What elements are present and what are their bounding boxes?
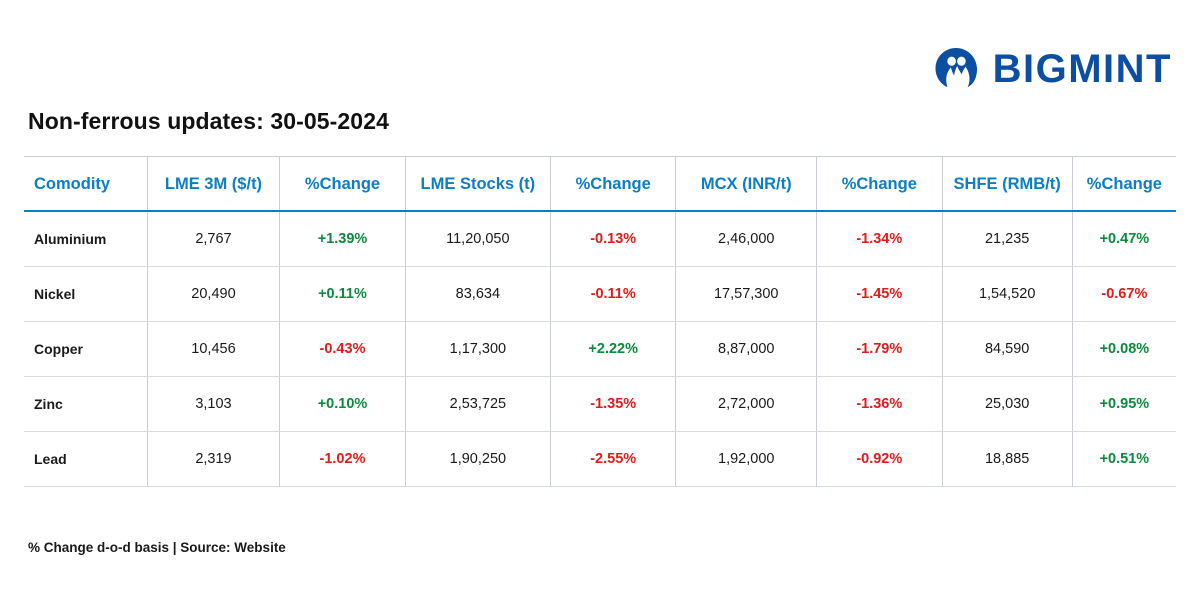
cell-mcx-change: -1.34% bbox=[817, 211, 943, 267]
cell-lme-stocks: 1,17,300 bbox=[405, 322, 550, 377]
column-header-lme-stocks-change: %Change bbox=[550, 157, 676, 212]
brand-name: BIGMINT bbox=[992, 47, 1172, 91]
table-row bbox=[24, 211, 1176, 267]
cell-commodity: Zinc bbox=[24, 377, 147, 432]
cell-mcx-change: -0.92% bbox=[817, 432, 943, 487]
table-header bbox=[24, 157, 1176, 212]
column-header-lme-3m: LME 3M ($/t) bbox=[147, 157, 279, 212]
column-header-mcx: MCX (INR/t) bbox=[676, 157, 817, 212]
cell-lme-stocks-change: -1.35% bbox=[550, 377, 676, 432]
cell-lme-stocks-change: -0.11% bbox=[550, 267, 676, 322]
table-body bbox=[24, 211, 1176, 487]
cell-lme-3m-change: +0.10% bbox=[280, 377, 406, 432]
cell-lme-stocks-change: -2.55% bbox=[550, 432, 676, 487]
cell-shfe-change: +0.95% bbox=[1072, 377, 1176, 432]
cell-lme-3m: 2,319 bbox=[147, 432, 279, 487]
cell-mcx: 2,72,000 bbox=[676, 377, 817, 432]
cell-lme-3m: 2,767 bbox=[147, 211, 279, 267]
table-row bbox=[24, 377, 1176, 432]
cell-shfe: 84,590 bbox=[942, 322, 1072, 377]
table-row bbox=[24, 322, 1176, 377]
cell-lme-stocks-change: -0.13% bbox=[550, 211, 676, 267]
cell-commodity: Copper bbox=[24, 322, 147, 377]
cell-lme-3m-change: -0.43% bbox=[280, 322, 406, 377]
footer-note: % Change d-o-d basis | Source: Website bbox=[28, 540, 286, 555]
cell-shfe-change: -0.67% bbox=[1072, 267, 1176, 322]
cell-lme-3m: 20,490 bbox=[147, 267, 279, 322]
cell-lme-3m-change: -1.02% bbox=[280, 432, 406, 487]
cell-lme-3m: 10,456 bbox=[147, 322, 279, 377]
cell-mcx: 17,57,300 bbox=[676, 267, 817, 322]
cell-shfe: 18,885 bbox=[942, 432, 1072, 487]
cell-mcx: 1,92,000 bbox=[676, 432, 817, 487]
cell-lme-stocks: 11,20,050 bbox=[405, 211, 550, 267]
cell-lme-3m-change: +1.39% bbox=[280, 211, 406, 267]
cell-mcx: 8,87,000 bbox=[676, 322, 817, 377]
table-header-row bbox=[24, 157, 1176, 212]
cell-mcx-change: -1.79% bbox=[817, 322, 943, 377]
column-header-shfe: SHFE (RMB/t) bbox=[942, 157, 1072, 212]
cell-commodity: Lead bbox=[24, 432, 147, 487]
column-header-mcx-change: %Change bbox=[817, 157, 943, 212]
cell-shfe: 21,235 bbox=[942, 211, 1072, 267]
cell-shfe-change: +0.51% bbox=[1072, 432, 1176, 487]
cell-shfe: 1,54,520 bbox=[942, 267, 1072, 322]
cell-commodity: Aluminium bbox=[24, 211, 147, 267]
column-header-shfe-change: %Change bbox=[1072, 157, 1176, 212]
page-title: Non-ferrous updates: 30-05-2024 bbox=[28, 108, 389, 134]
cell-mcx: 2,46,000 bbox=[676, 211, 817, 267]
bigmint-droplet-icon bbox=[933, 46, 979, 92]
cell-lme-stocks: 83,634 bbox=[405, 267, 550, 322]
cell-mcx-change: -1.45% bbox=[817, 267, 943, 322]
non-ferrous-table-wrapper bbox=[24, 156, 1176, 487]
cell-mcx-change: -1.36% bbox=[817, 377, 943, 432]
column-header-lme-stocks: LME Stocks (t) bbox=[405, 157, 550, 212]
cell-lme-stocks-change: +2.22% bbox=[550, 322, 676, 377]
cell-lme-stocks: 2,53,725 bbox=[405, 377, 550, 432]
column-header-commodity: Comodity bbox=[24, 157, 147, 212]
cell-shfe: 25,030 bbox=[942, 377, 1072, 432]
cell-shfe-change: +0.47% bbox=[1072, 211, 1176, 267]
cell-lme-3m-change: +0.11% bbox=[280, 267, 406, 322]
column-header-lme-3m-change: %Change bbox=[280, 157, 406, 212]
non-ferrous-table bbox=[24, 156, 1176, 487]
cell-commodity: Nickel bbox=[24, 267, 147, 322]
cell-lme-stocks: 1,90,250 bbox=[405, 432, 550, 487]
table-row bbox=[24, 267, 1176, 322]
brand-logo bbox=[933, 46, 1172, 92]
table-row bbox=[24, 432, 1176, 487]
cell-shfe-change: +0.08% bbox=[1072, 322, 1176, 377]
cell-lme-3m: 3,103 bbox=[147, 377, 279, 432]
